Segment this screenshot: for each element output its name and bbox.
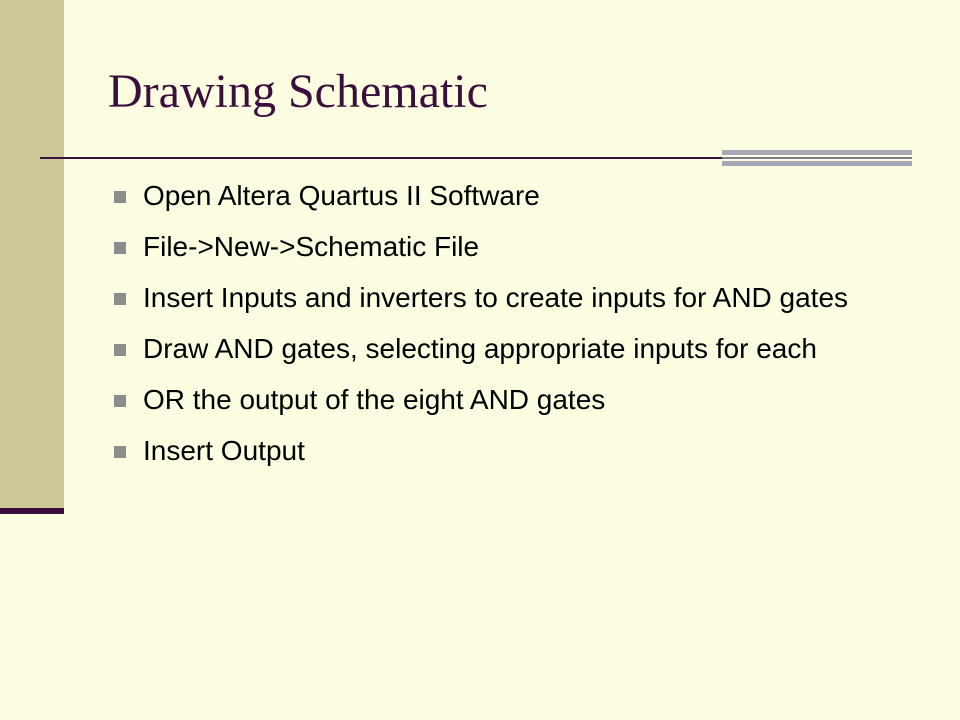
slide-title: Drawing Schematic [108, 65, 488, 118]
bullet-text: Open Altera Quartus II Software [143, 180, 540, 211]
bullet-text: File->New->Schematic File [143, 231, 480, 262]
bullet-item [112, 432, 897, 470]
square-bullet-icon [114, 446, 126, 458]
bullet-text: OR the output of the eight AND gates [143, 384, 606, 415]
bullet-text: Insert Output [143, 435, 305, 466]
side-bar-end-cap [0, 508, 64, 514]
bullet-item [112, 381, 897, 419]
square-bullet-icon [114, 344, 126, 356]
bullet-text: Draw AND gates, selecting appropriate inputs for each [143, 333, 817, 364]
title-underline-accent [722, 150, 912, 166]
square-bullet-icon [114, 191, 126, 203]
bullet-item [112, 279, 897, 317]
square-bullet-icon [114, 293, 126, 305]
bullet-text: Insert Inputs and inverters to create inputs for AND gates [143, 282, 849, 313]
bullet-item [112, 177, 897, 215]
side-accent-bar [0, 0, 64, 510]
square-bullet-icon [114, 242, 126, 254]
bullet-list [112, 177, 897, 483]
bullet-item [112, 228, 897, 266]
square-bullet-icon [114, 395, 126, 407]
bullet-item [112, 330, 897, 368]
